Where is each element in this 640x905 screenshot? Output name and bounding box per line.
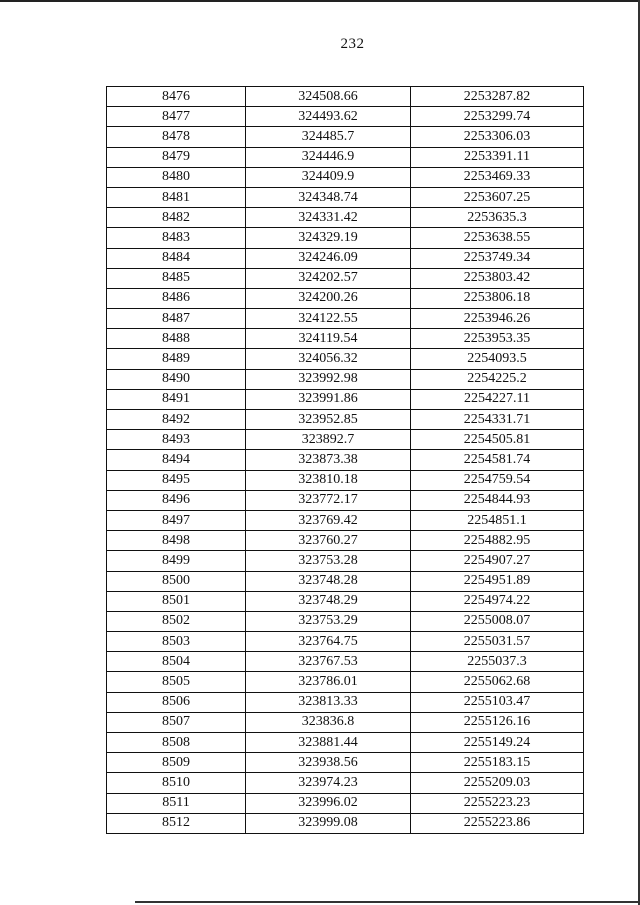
x-coordinate-cell: 324446.9 xyxy=(246,147,411,167)
table-row xyxy=(107,773,584,793)
y-coordinate-cell: 2253953.35 xyxy=(411,329,584,349)
point-number-cell: 8483 xyxy=(107,228,246,248)
table-row xyxy=(107,349,584,369)
y-coordinate-cell: 2253635.3 xyxy=(411,208,584,228)
point-number-cell: 8508 xyxy=(107,733,246,753)
table-row xyxy=(107,510,584,530)
point-number-cell: 8511 xyxy=(107,793,246,813)
point-number-cell: 8485 xyxy=(107,268,246,288)
y-coordinate-cell: 2254851.1 xyxy=(411,510,584,530)
point-number-cell: 8512 xyxy=(107,813,246,833)
y-coordinate-cell: 2254225.2 xyxy=(411,369,584,389)
y-coordinate-cell: 2253806.18 xyxy=(411,288,584,308)
point-number-cell: 8477 xyxy=(107,107,246,127)
x-coordinate-cell: 323952.85 xyxy=(246,410,411,430)
table-row xyxy=(107,753,584,773)
x-coordinate-cell: 323760.27 xyxy=(246,531,411,551)
table-row xyxy=(107,389,584,409)
table-row xyxy=(107,611,584,631)
table-row xyxy=(107,470,584,490)
y-coordinate-cell: 2253607.25 xyxy=(411,187,584,207)
point-number-cell: 8509 xyxy=(107,753,246,773)
y-coordinate-cell: 2255183.15 xyxy=(411,753,584,773)
point-number-cell: 8487 xyxy=(107,309,246,329)
y-coordinate-cell: 2255223.86 xyxy=(411,813,584,833)
table-row xyxy=(107,571,584,591)
y-coordinate-cell: 2255031.57 xyxy=(411,632,584,652)
y-coordinate-cell: 2254974.22 xyxy=(411,591,584,611)
point-number-cell: 8482 xyxy=(107,208,246,228)
point-number-cell: 8496 xyxy=(107,490,246,510)
y-coordinate-cell: 2255008.07 xyxy=(411,611,584,631)
table-row xyxy=(107,813,584,833)
point-number-cell: 8501 xyxy=(107,591,246,611)
point-number-cell: 8494 xyxy=(107,450,246,470)
y-coordinate-cell: 2254093.5 xyxy=(411,349,584,369)
x-coordinate-cell: 323992.98 xyxy=(246,369,411,389)
table-row xyxy=(107,410,584,430)
x-coordinate-cell: 324246.09 xyxy=(246,248,411,268)
x-coordinate-cell: 324119.54 xyxy=(246,329,411,349)
x-coordinate-cell: 323813.33 xyxy=(246,692,411,712)
y-coordinate-cell: 2254907.27 xyxy=(411,551,584,571)
point-number-cell: 8505 xyxy=(107,672,246,692)
scan-edge-bottom xyxy=(135,901,640,903)
x-coordinate-cell: 324202.57 xyxy=(246,268,411,288)
x-coordinate-cell: 324331.42 xyxy=(246,208,411,228)
point-number-cell: 8493 xyxy=(107,430,246,450)
y-coordinate-cell: 2255209.03 xyxy=(411,773,584,793)
point-number-cell: 8486 xyxy=(107,288,246,308)
table-row xyxy=(107,167,584,187)
table-row xyxy=(107,107,584,127)
x-coordinate-cell: 323810.18 xyxy=(246,470,411,490)
x-coordinate-cell: 323873.38 xyxy=(246,450,411,470)
point-number-cell: 8490 xyxy=(107,369,246,389)
y-coordinate-cell: 2253946.26 xyxy=(411,309,584,329)
x-coordinate-cell: 323753.29 xyxy=(246,611,411,631)
y-coordinate-cell: 2255126.16 xyxy=(411,712,584,732)
x-coordinate-cell: 324200.26 xyxy=(246,288,411,308)
x-coordinate-cell: 323836.8 xyxy=(246,712,411,732)
y-coordinate-cell: 2253287.82 xyxy=(411,87,584,107)
y-coordinate-cell: 2253306.03 xyxy=(411,127,584,147)
table-row xyxy=(107,652,584,672)
x-coordinate-cell: 323991.86 xyxy=(246,389,411,409)
y-coordinate-cell: 2253299.74 xyxy=(411,107,584,127)
x-coordinate-cell: 323999.08 xyxy=(246,813,411,833)
x-coordinate-cell: 323748.28 xyxy=(246,571,411,591)
table-row xyxy=(107,551,584,571)
table-row xyxy=(107,369,584,389)
x-coordinate-cell: 323769.42 xyxy=(246,510,411,530)
point-number-cell: 8476 xyxy=(107,87,246,107)
y-coordinate-cell: 2255149.24 xyxy=(411,733,584,753)
point-number-cell: 8507 xyxy=(107,712,246,732)
point-number-cell: 8497 xyxy=(107,510,246,530)
y-coordinate-cell: 2255037.3 xyxy=(411,652,584,672)
point-number-cell: 8510 xyxy=(107,773,246,793)
y-coordinate-cell: 2254505.81 xyxy=(411,430,584,450)
y-coordinate-cell: 2254331.71 xyxy=(411,410,584,430)
table-row xyxy=(107,733,584,753)
coordinates-table xyxy=(106,86,584,834)
x-coordinate-cell: 324409.9 xyxy=(246,167,411,187)
x-coordinate-cell: 323938.56 xyxy=(246,753,411,773)
y-coordinate-cell: 2254951.89 xyxy=(411,571,584,591)
table-row xyxy=(107,531,584,551)
x-coordinate-cell: 323996.02 xyxy=(246,793,411,813)
x-coordinate-cell: 324508.66 xyxy=(246,87,411,107)
point-number-cell: 8484 xyxy=(107,248,246,268)
y-coordinate-cell: 2254581.74 xyxy=(411,450,584,470)
point-number-cell: 8489 xyxy=(107,349,246,369)
table-row xyxy=(107,672,584,692)
x-coordinate-cell: 323881.44 xyxy=(246,733,411,753)
table-row xyxy=(107,309,584,329)
coordinates-table-body xyxy=(107,87,584,834)
y-coordinate-cell: 2253391.11 xyxy=(411,147,584,167)
point-number-cell: 8478 xyxy=(107,127,246,147)
point-number-cell: 8480 xyxy=(107,167,246,187)
y-coordinate-cell: 2254227.11 xyxy=(411,389,584,409)
table-row xyxy=(107,329,584,349)
table-row xyxy=(107,692,584,712)
table-row xyxy=(107,147,584,167)
y-coordinate-cell: 2254759.54 xyxy=(411,470,584,490)
table-row xyxy=(107,248,584,268)
x-coordinate-cell: 324122.55 xyxy=(246,309,411,329)
point-number-cell: 8488 xyxy=(107,329,246,349)
point-number-cell: 8506 xyxy=(107,692,246,712)
table-row xyxy=(107,187,584,207)
x-coordinate-cell: 324485.7 xyxy=(246,127,411,147)
point-number-cell: 8499 xyxy=(107,551,246,571)
point-number-cell: 8498 xyxy=(107,531,246,551)
x-coordinate-cell: 323892.7 xyxy=(246,430,411,450)
point-number-cell: 8481 xyxy=(107,187,246,207)
table-row xyxy=(107,228,584,248)
y-coordinate-cell: 2254882.95 xyxy=(411,531,584,551)
coordinates-table-container xyxy=(106,86,584,834)
x-coordinate-cell: 323767.53 xyxy=(246,652,411,672)
point-number-cell: 8492 xyxy=(107,410,246,430)
y-coordinate-cell: 2255223.23 xyxy=(411,793,584,813)
y-coordinate-cell: 2255062.68 xyxy=(411,672,584,692)
x-coordinate-cell: 324348.74 xyxy=(246,187,411,207)
table-row xyxy=(107,127,584,147)
x-coordinate-cell: 323786.01 xyxy=(246,672,411,692)
y-coordinate-cell: 2255103.47 xyxy=(411,692,584,712)
y-coordinate-cell: 2253803.42 xyxy=(411,268,584,288)
x-coordinate-cell: 323974.23 xyxy=(246,773,411,793)
y-coordinate-cell: 2253749.34 xyxy=(411,248,584,268)
point-number-cell: 8502 xyxy=(107,611,246,631)
point-number-cell: 8504 xyxy=(107,652,246,672)
x-coordinate-cell: 323753.28 xyxy=(246,551,411,571)
x-coordinate-cell: 323748.29 xyxy=(246,591,411,611)
table-row xyxy=(107,712,584,732)
point-number-cell: 8503 xyxy=(107,632,246,652)
point-number-cell: 8491 xyxy=(107,389,246,409)
table-row xyxy=(107,430,584,450)
table-row xyxy=(107,591,584,611)
y-coordinate-cell: 2253638.55 xyxy=(411,228,584,248)
table-row xyxy=(107,288,584,308)
point-number-cell: 8479 xyxy=(107,147,246,167)
x-coordinate-cell: 323764.75 xyxy=(246,632,411,652)
table-row xyxy=(107,793,584,813)
scan-edge-top xyxy=(0,0,640,2)
point-number-cell: 8495 xyxy=(107,470,246,490)
x-coordinate-cell: 324493.62 xyxy=(246,107,411,127)
table-row xyxy=(107,208,584,228)
x-coordinate-cell: 323772.17 xyxy=(246,490,411,510)
table-row xyxy=(107,268,584,288)
point-number-cell: 8500 xyxy=(107,571,246,591)
table-row xyxy=(107,87,584,107)
page-number: 232 xyxy=(340,36,365,52)
x-coordinate-cell: 324056.32 xyxy=(246,349,411,369)
y-coordinate-cell: 2254844.93 xyxy=(411,490,584,510)
x-coordinate-cell: 324329.19 xyxy=(246,228,411,248)
table-row xyxy=(107,450,584,470)
table-row xyxy=(107,632,584,652)
table-row xyxy=(107,490,584,510)
y-coordinate-cell: 2253469.33 xyxy=(411,167,584,187)
